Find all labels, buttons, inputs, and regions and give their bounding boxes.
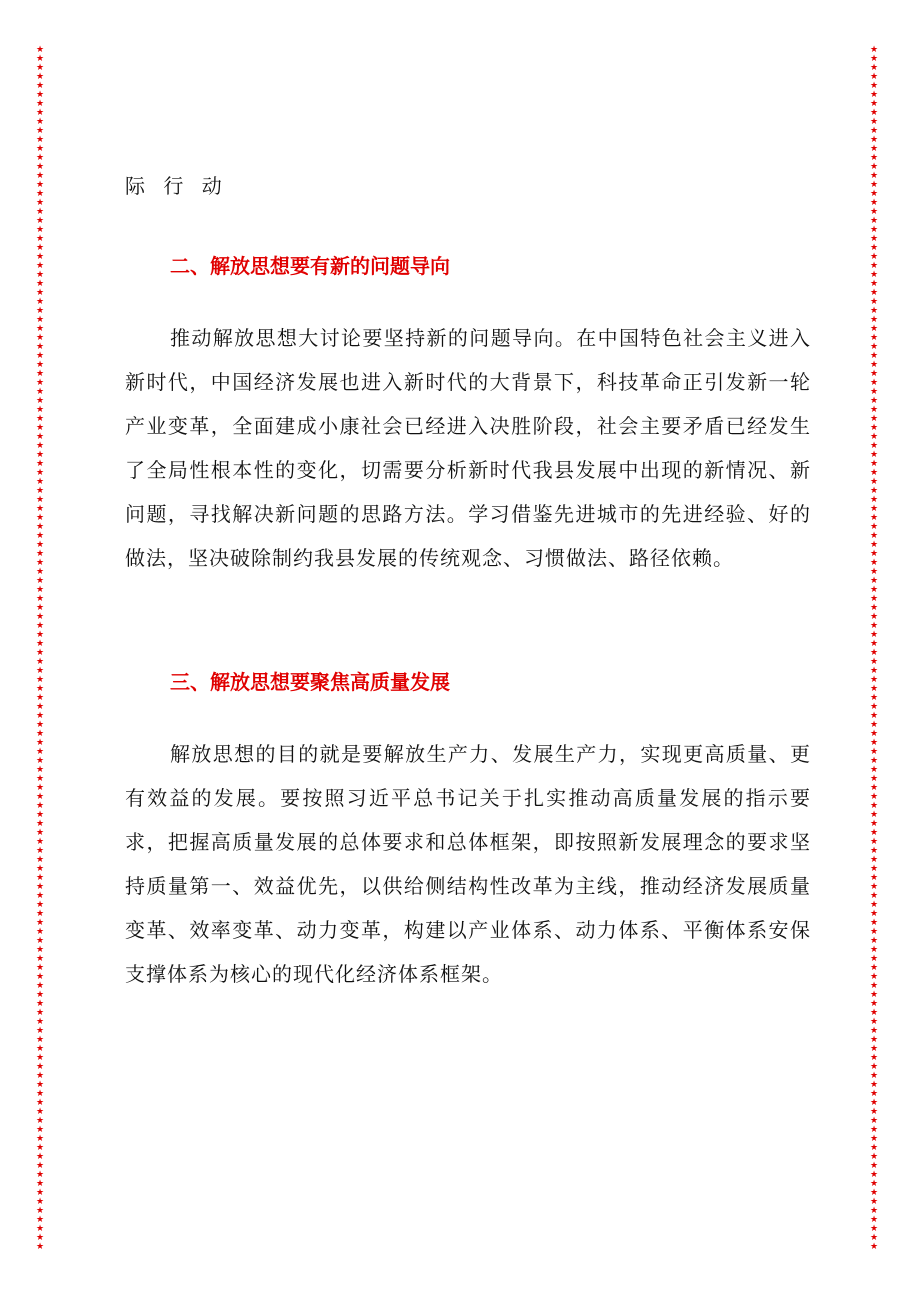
border-star-icon: ★ bbox=[35, 981, 45, 991]
border-star-icon: ★ bbox=[869, 648, 879, 658]
border-star-icon: ★ bbox=[35, 612, 45, 622]
border-star-icon: ★ bbox=[869, 90, 879, 100]
border-star-icon: ★ bbox=[869, 243, 879, 253]
border-star-icon: ★ bbox=[869, 1179, 879, 1189]
border-star-icon: ★ bbox=[869, 396, 879, 406]
border-star-icon: ★ bbox=[869, 1053, 879, 1063]
border-star-icon: ★ bbox=[869, 711, 879, 721]
border-star-icon: ★ bbox=[869, 630, 879, 640]
border-star-icon: ★ bbox=[35, 450, 45, 460]
border-star-icon: ★ bbox=[35, 900, 45, 910]
border-star-icon: ★ bbox=[869, 207, 879, 217]
border-star-icon: ★ bbox=[869, 1062, 879, 1072]
border-star-icon: ★ bbox=[35, 1125, 45, 1135]
border-star-icon: ★ bbox=[869, 81, 879, 91]
border-star-icon: ★ bbox=[35, 531, 45, 541]
border-star-icon: ★ bbox=[35, 675, 45, 685]
border-star-icon: ★ bbox=[869, 999, 879, 1009]
border-star-icon: ★ bbox=[869, 261, 879, 271]
border-star-icon: ★ bbox=[869, 1035, 879, 1045]
border-star-icon: ★ bbox=[35, 1035, 45, 1045]
border-star-icon: ★ bbox=[35, 1179, 45, 1189]
border-star-icon: ★ bbox=[35, 324, 45, 334]
border-star-icon: ★ bbox=[869, 612, 879, 622]
border-star-icon: ★ bbox=[869, 360, 879, 370]
border-star-icon: ★ bbox=[35, 72, 45, 82]
border-star-icon: ★ bbox=[35, 621, 45, 631]
border-star-icon: ★ bbox=[869, 126, 879, 136]
border-star-icon: ★ bbox=[35, 990, 45, 1000]
border-star-icon: ★ bbox=[869, 297, 879, 307]
border-star-icon: ★ bbox=[35, 432, 45, 442]
border-star-icon: ★ bbox=[869, 225, 879, 235]
border-star-icon: ★ bbox=[869, 180, 879, 190]
border-star-icon: ★ bbox=[35, 1026, 45, 1036]
border-star-icon: ★ bbox=[869, 1107, 879, 1117]
border-star-icon: ★ bbox=[35, 405, 45, 415]
border-star-icon: ★ bbox=[35, 765, 45, 775]
border-star-icon: ★ bbox=[35, 153, 45, 163]
border-star-icon: ★ bbox=[35, 864, 45, 874]
border-star-icon: ★ bbox=[35, 126, 45, 136]
section-2-paragraph: 推动解放思想大讨论要坚持新的问题导向。在中国特色社会主义进入新时代，中国经济发展也进入新时代的大背景下，科技革命正引发新一轮产业变革，全面建成小康社会已经进入决胜阶段，社会主要矛盾已经发生了全局性根本性的变化，切需要分析新时代我县发展中出现的新情况、新问题，寻找解决新问题的思路方法。学习借鉴先进城市的先进经验、好的做法，坚决破除制约我县发展的传统观念、习惯做法、路径依赖。 bbox=[125, 326, 811, 570]
border-star-icon: ★ bbox=[35, 891, 45, 901]
border-star-icon: ★ bbox=[869, 108, 879, 118]
border-star-icon: ★ bbox=[869, 720, 879, 730]
border-star-icon: ★ bbox=[35, 819, 45, 829]
border-star-icon: ★ bbox=[35, 459, 45, 469]
border-star-icon: ★ bbox=[869, 801, 879, 811]
border-star-icon: ★ bbox=[35, 792, 45, 802]
border-star-icon: ★ bbox=[35, 108, 45, 118]
border-star-icon: ★ bbox=[35, 387, 45, 397]
document-body bbox=[125, 162, 811, 996]
border-star-icon: ★ bbox=[869, 450, 879, 460]
border-star-icon: ★ bbox=[35, 882, 45, 892]
border-star-icon: ★ bbox=[35, 333, 45, 343]
border-star-icon: ★ bbox=[35, 594, 45, 604]
border-star-icon: ★ bbox=[35, 666, 45, 676]
border-star-icon: ★ bbox=[869, 234, 879, 244]
border-star-icon: ★ bbox=[35, 522, 45, 532]
border-star-icon: ★ bbox=[35, 342, 45, 352]
border-star-icon: ★ bbox=[35, 756, 45, 766]
border-star-icon: ★ bbox=[869, 270, 879, 280]
border-star-icon: ★ bbox=[869, 1161, 879, 1171]
border-star-icon: ★ bbox=[869, 756, 879, 766]
border-star-icon: ★ bbox=[869, 504, 879, 514]
border-star-icon: ★ bbox=[35, 441, 45, 451]
border-star-icon: ★ bbox=[869, 1026, 879, 1036]
border-star-icon: ★ bbox=[35, 576, 45, 586]
border-star-icon: ★ bbox=[869, 1233, 879, 1243]
border-star-icon: ★ bbox=[35, 738, 45, 748]
border-star-icon: ★ bbox=[869, 1116, 879, 1126]
border-star-icon: ★ bbox=[869, 549, 879, 559]
border-star-icon: ★ bbox=[35, 1242, 45, 1252]
border-star-icon: ★ bbox=[35, 288, 45, 298]
border-star-icon: ★ bbox=[35, 378, 45, 388]
border-star-icon: ★ bbox=[35, 477, 45, 487]
border-star-icon: ★ bbox=[869, 135, 879, 145]
border-star-icon: ★ bbox=[869, 738, 879, 748]
border-star-icon: ★ bbox=[35, 954, 45, 964]
border-star-icon: ★ bbox=[35, 1161, 45, 1171]
border-star-icon: ★ bbox=[869, 459, 879, 469]
border-star-icon: ★ bbox=[869, 972, 879, 982]
border-star-icon: ★ bbox=[35, 117, 45, 127]
border-star-icon: ★ bbox=[35, 648, 45, 658]
border-star-icon: ★ bbox=[869, 153, 879, 163]
border-star-icon: ★ bbox=[869, 864, 879, 874]
border-star-icon: ★ bbox=[35, 1053, 45, 1063]
border-star-icon: ★ bbox=[35, 540, 45, 550]
section-3-heading: 三、解放思想要聚焦高质量发展 bbox=[170, 670, 450, 694]
border-star-icon: ★ bbox=[869, 639, 879, 649]
border-star-icon: ★ bbox=[35, 297, 45, 307]
border-star-icon: ★ bbox=[869, 342, 879, 352]
border-star-icon: ★ bbox=[869, 162, 879, 172]
border-star-icon: ★ bbox=[35, 351, 45, 361]
border-star-icon: ★ bbox=[869, 1206, 879, 1216]
border-star-icon: ★ bbox=[869, 1224, 879, 1234]
border-star-icon: ★ bbox=[35, 1071, 45, 1081]
border-star-icon: ★ bbox=[35, 963, 45, 973]
border-star-icon: ★ bbox=[35, 99, 45, 109]
border-star-icon: ★ bbox=[869, 783, 879, 793]
border-star-icon: ★ bbox=[35, 1098, 45, 1108]
border-star-icon: ★ bbox=[869, 414, 879, 424]
border-star-icon: ★ bbox=[35, 945, 45, 955]
border-star-icon: ★ bbox=[869, 819, 879, 829]
border-star-icon: ★ bbox=[869, 522, 879, 532]
border-star-icon: ★ bbox=[869, 477, 879, 487]
border-star-icon: ★ bbox=[35, 1062, 45, 1072]
border-star-icon: ★ bbox=[35, 657, 45, 667]
border-star-icon: ★ bbox=[869, 468, 879, 478]
border-star-icon: ★ bbox=[35, 1233, 45, 1243]
border-star-icon: ★ bbox=[35, 639, 45, 649]
border-star-icon: ★ bbox=[35, 396, 45, 406]
border-star-icon: ★ bbox=[35, 423, 45, 433]
border-star-icon: ★ bbox=[35, 1116, 45, 1126]
border-star-icon: ★ bbox=[869, 693, 879, 703]
border-star-icon: ★ bbox=[869, 216, 879, 226]
border-star-icon: ★ bbox=[869, 405, 879, 415]
border-star-icon: ★ bbox=[869, 315, 879, 325]
border-star-icon: ★ bbox=[869, 585, 879, 595]
border-star-icon: ★ bbox=[35, 936, 45, 946]
border-star-icon: ★ bbox=[35, 801, 45, 811]
border-star-icon: ★ bbox=[35, 189, 45, 199]
border-star-icon: ★ bbox=[35, 549, 45, 559]
border-star-icon: ★ bbox=[869, 927, 879, 937]
border-star-icon: ★ bbox=[869, 882, 879, 892]
border-star-icon: ★ bbox=[869, 657, 879, 667]
border-star-icon: ★ bbox=[35, 81, 45, 91]
section-2-heading: 二、解放思想要有新的问题导向 bbox=[170, 254, 450, 278]
border-star-icon: ★ bbox=[869, 702, 879, 712]
border-star-icon: ★ bbox=[869, 288, 879, 298]
border-star-icon: ★ bbox=[869, 252, 879, 262]
border-star-icon: ★ bbox=[35, 315, 45, 325]
border-star-icon: ★ bbox=[869, 432, 879, 442]
border-star-icon: ★ bbox=[35, 927, 45, 937]
border-star-icon: ★ bbox=[35, 783, 45, 793]
border-star-icon: ★ bbox=[35, 504, 45, 514]
border-star-icon: ★ bbox=[35, 207, 45, 217]
border-star-icon: ★ bbox=[869, 855, 879, 865]
border-star-icon: ★ bbox=[869, 540, 879, 550]
border-star-icon: ★ bbox=[869, 954, 879, 964]
border-star-icon: ★ bbox=[35, 63, 45, 73]
border-star-icon: ★ bbox=[35, 846, 45, 856]
border-star-icon: ★ bbox=[869, 486, 879, 496]
border-star-icon: ★ bbox=[869, 117, 879, 127]
border-star-icon: ★ bbox=[869, 1008, 879, 1018]
border-star-icon: ★ bbox=[869, 333, 879, 343]
border-star-icon: ★ bbox=[35, 279, 45, 289]
border-star-icon: ★ bbox=[35, 747, 45, 757]
border-star-icon: ★ bbox=[869, 666, 879, 676]
border-star-icon: ★ bbox=[869, 1197, 879, 1207]
border-star-icon: ★ bbox=[869, 1080, 879, 1090]
border-star-icon: ★ bbox=[35, 171, 45, 181]
border-star-icon: ★ bbox=[35, 1044, 45, 1054]
border-star-icon: ★ bbox=[35, 135, 45, 145]
border-star-icon: ★ bbox=[869, 747, 879, 757]
border-star-icon: ★ bbox=[869, 54, 879, 64]
border-star-icon: ★ bbox=[35, 162, 45, 172]
border-star-icon: ★ bbox=[869, 891, 879, 901]
border-star-icon: ★ bbox=[35, 828, 45, 838]
border-star-icon: ★ bbox=[869, 1134, 879, 1144]
border-star-icon: ★ bbox=[869, 900, 879, 910]
border-star-icon: ★ bbox=[869, 990, 879, 1000]
border-star-icon: ★ bbox=[869, 144, 879, 154]
border-star-icon: ★ bbox=[35, 1188, 45, 1198]
border-star-icon: ★ bbox=[35, 1143, 45, 1153]
border-star-icon: ★ bbox=[869, 909, 879, 919]
border-star-icon: ★ bbox=[35, 711, 45, 721]
border-star-icon: ★ bbox=[35, 774, 45, 784]
border-star-icon: ★ bbox=[35, 1134, 45, 1144]
border-star-icon: ★ bbox=[869, 774, 879, 784]
border-star-icon: ★ bbox=[35, 369, 45, 379]
border-star-icon: ★ bbox=[869, 1170, 879, 1180]
border-star-icon: ★ bbox=[35, 1107, 45, 1117]
border-star-icon: ★ bbox=[35, 918, 45, 928]
border-star-icon: ★ bbox=[869, 1152, 879, 1162]
border-star-icon: ★ bbox=[869, 729, 879, 739]
border-star-icon: ★ bbox=[869, 765, 879, 775]
border-star-icon: ★ bbox=[35, 729, 45, 739]
border-star-icon: ★ bbox=[35, 180, 45, 190]
border-star-icon: ★ bbox=[35, 243, 45, 253]
border-star-icon: ★ bbox=[35, 1170, 45, 1180]
border-star-icon: ★ bbox=[35, 54, 45, 64]
border-star-icon: ★ bbox=[869, 324, 879, 334]
border-star-icon: ★ bbox=[35, 1224, 45, 1234]
border-star-icon: ★ bbox=[35, 603, 45, 613]
border-star-icon: ★ bbox=[35, 261, 45, 271]
border-star-icon: ★ bbox=[35, 972, 45, 982]
border-star-icon: ★ bbox=[869, 387, 879, 397]
border-star-icon: ★ bbox=[35, 144, 45, 154]
border-star-icon: ★ bbox=[869, 936, 879, 946]
border-star-icon: ★ bbox=[869, 963, 879, 973]
border-star-icon: ★ bbox=[35, 837, 45, 847]
border-star-icon: ★ bbox=[35, 1080, 45, 1090]
border-star-icon: ★ bbox=[35, 702, 45, 712]
border-star-icon: ★ bbox=[35, 468, 45, 478]
border-star-icon: ★ bbox=[869, 99, 879, 109]
border-star-icon: ★ bbox=[35, 216, 45, 226]
border-star-icon: ★ bbox=[35, 693, 45, 703]
border-star-icon: ★ bbox=[869, 675, 879, 685]
border-star-icon: ★ bbox=[869, 873, 879, 883]
border-star-icon: ★ bbox=[35, 90, 45, 100]
border-star-icon: ★ bbox=[35, 45, 45, 55]
border-star-icon: ★ bbox=[35, 630, 45, 640]
border-star-icon: ★ bbox=[35, 585, 45, 595]
border-star-icon: ★ bbox=[35, 306, 45, 316]
border-star-icon: ★ bbox=[869, 576, 879, 586]
border-star-icon: ★ bbox=[869, 45, 879, 55]
border-star-icon: ★ bbox=[35, 873, 45, 883]
border-star-icon: ★ bbox=[869, 810, 879, 820]
border-star-icon: ★ bbox=[869, 1188, 879, 1198]
border-star-icon: ★ bbox=[35, 234, 45, 244]
border-star-icon: ★ bbox=[869, 378, 879, 388]
border-star-icon: ★ bbox=[869, 441, 879, 451]
border-star-icon: ★ bbox=[35, 495, 45, 505]
border-star-icon: ★ bbox=[869, 918, 879, 928]
border-star-icon: ★ bbox=[869, 351, 879, 361]
border-star-icon: ★ bbox=[869, 567, 879, 577]
border-star-icon: ★ bbox=[869, 1044, 879, 1054]
carryover-text: 际 行 动 bbox=[125, 174, 228, 198]
border-star-icon: ★ bbox=[869, 1242, 879, 1252]
border-star-icon: ★ bbox=[869, 63, 879, 73]
border-star-icon: ★ bbox=[869, 306, 879, 316]
border-star-icon: ★ bbox=[35, 360, 45, 370]
left-star-border bbox=[34, 46, 46, 1252]
border-star-icon: ★ bbox=[35, 558, 45, 568]
border-star-icon: ★ bbox=[869, 423, 879, 433]
border-star-icon: ★ bbox=[35, 1206, 45, 1216]
border-star-icon: ★ bbox=[35, 414, 45, 424]
border-star-icon: ★ bbox=[869, 684, 879, 694]
border-star-icon: ★ bbox=[869, 1143, 879, 1153]
border-star-icon: ★ bbox=[869, 1017, 879, 1027]
section-3-paragraph: 解放思想的目的就是要解放生产力、发展生产力，实现更高质量、更有效益的发展。要按照习近平总书记关于扎实推动高质量发展的指示要求，把握高质量发展的总体要求和总体框架，即按照新发展理念的要求坚持质量第一、效益优先，以供给侧结构性改革为主线，推动经济发展质量变革、效率变革、动力变革，构建以产业体系、动力体系、平衡体系安保支撑体系为核心的现代化经济体系框架。 bbox=[125, 742, 811, 986]
border-star-icon: ★ bbox=[869, 495, 879, 505]
border-star-icon: ★ bbox=[869, 558, 879, 568]
border-star-icon: ★ bbox=[869, 1098, 879, 1108]
border-star-icon: ★ bbox=[869, 621, 879, 631]
border-star-icon: ★ bbox=[869, 189, 879, 199]
border-star-icon: ★ bbox=[869, 846, 879, 856]
border-star-icon: ★ bbox=[869, 531, 879, 541]
border-star-icon: ★ bbox=[869, 198, 879, 208]
border-star-icon: ★ bbox=[35, 1152, 45, 1162]
border-star-icon: ★ bbox=[35, 720, 45, 730]
border-star-icon: ★ bbox=[35, 486, 45, 496]
border-star-icon: ★ bbox=[35, 198, 45, 208]
border-star-icon: ★ bbox=[869, 369, 879, 379]
border-star-icon: ★ bbox=[35, 1008, 45, 1018]
border-star-icon: ★ bbox=[869, 279, 879, 289]
border-star-icon: ★ bbox=[35, 999, 45, 1009]
border-star-icon: ★ bbox=[869, 828, 879, 838]
border-star-icon: ★ bbox=[869, 594, 879, 604]
border-star-icon: ★ bbox=[35, 225, 45, 235]
border-star-icon: ★ bbox=[869, 792, 879, 802]
border-star-icon: ★ bbox=[35, 855, 45, 865]
border-star-icon: ★ bbox=[869, 1215, 879, 1225]
border-star-icon: ★ bbox=[35, 1089, 45, 1099]
border-star-icon: ★ bbox=[35, 252, 45, 262]
border-star-icon: ★ bbox=[869, 945, 879, 955]
border-star-icon: ★ bbox=[869, 981, 879, 991]
border-star-icon: ★ bbox=[869, 171, 879, 181]
border-star-icon: ★ bbox=[35, 1017, 45, 1027]
border-star-icon: ★ bbox=[35, 1197, 45, 1207]
border-star-icon: ★ bbox=[869, 1071, 879, 1081]
border-star-icon: ★ bbox=[869, 603, 879, 613]
border-star-icon: ★ bbox=[35, 567, 45, 577]
border-star-icon: ★ bbox=[35, 909, 45, 919]
border-star-icon: ★ bbox=[35, 270, 45, 280]
border-star-icon: ★ bbox=[869, 513, 879, 523]
right-star-border bbox=[868, 46, 880, 1252]
border-star-icon: ★ bbox=[35, 513, 45, 523]
border-star-icon: ★ bbox=[869, 72, 879, 82]
border-star-icon: ★ bbox=[869, 837, 879, 847]
border-star-icon: ★ bbox=[35, 1215, 45, 1225]
border-star-icon: ★ bbox=[35, 810, 45, 820]
border-star-icon: ★ bbox=[35, 684, 45, 694]
border-star-icon: ★ bbox=[869, 1125, 879, 1135]
border-star-icon: ★ bbox=[869, 1089, 879, 1099]
